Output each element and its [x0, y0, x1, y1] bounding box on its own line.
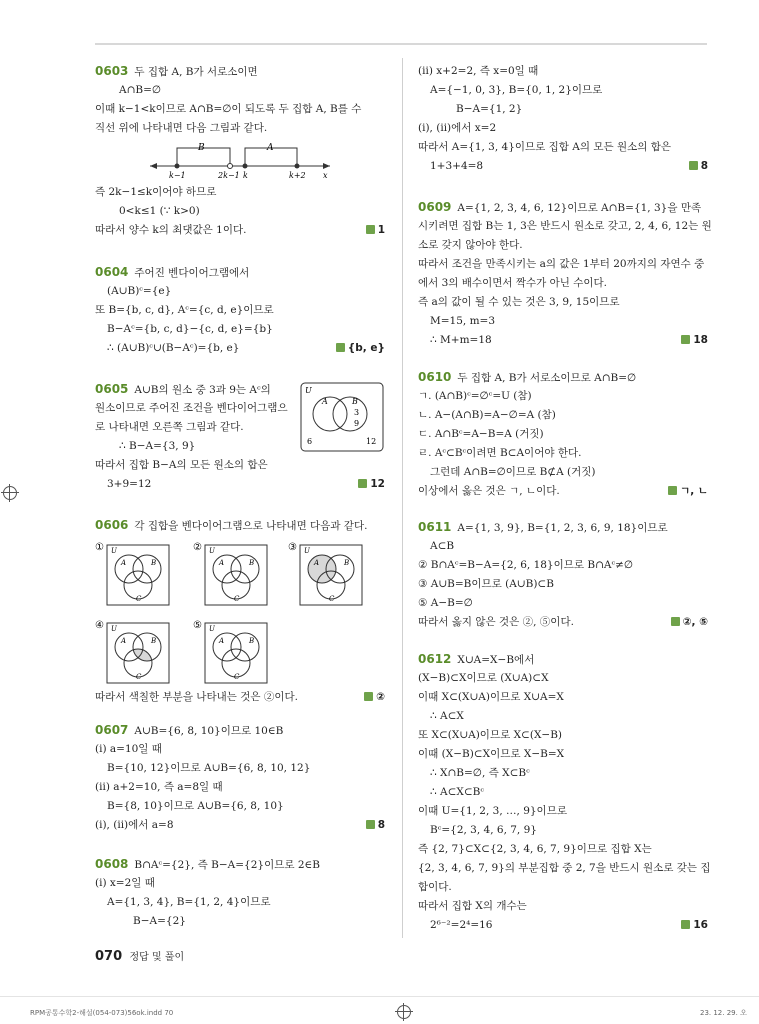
svg-text:⑤: ⑤: [193, 620, 202, 631]
problem-0605: 0605 A∪B의 원소 중 3과 9는 Aᶜ의 원소이므로 주어진 조건을 벤다이어그램으 로 나타내면 오른쪽 그림과 같다. ∴ B−A={3, 9} 따라서 집합 B−A의 모든 원소의 합은 3+9=12 12 U A B 3 9 6 12: [95, 380, 385, 494]
svg-text:B: B: [151, 559, 157, 567]
problem-0609: 0609 A={1, 2, 3, 4, 6, 12}이므로 A∩B={1, 3}을 만족 시키려면 집합 B는 1, 3은 반드시 원소로 갖고, 2, 4, 6, 12는 원 소로 갖지 않아야 한다. 따라서 조건을 만족시키는 a의 값은 1부터 20까지의 자연수 중 에서 3의 배수이면서 짝수가 아닌 수이다. 즉 a의 값이 될 수 있는 것은 3, 9, 15이므로 M=15, m=3 ∴ M+m=18 18: [418, 198, 708, 350]
problem-0612: 0612 X∪A=X−B에서 (X−B)⊂X이므로 (X∪A)⊂X 이때 X⊂(X∪A)이므로 X∪A=X ∴ A⊂X 또 X⊂(X∪A)이므로 X⊂(X−B) 이때 (X−B)⊂X이므로 X−B=X ∴ X∩B=∅, 즉 X⊂Bᶜ ∴ A⊂X⊂Bᶜ 이때 U={1, 2, 3, …, 9}이므로 Bᶜ={2, 3, 4, 6, 7, 9} 즉 {2, 7}⊂X⊂{2, 3, 4, 6, 7, 9}이므로 집합 X는 {2, 3, 4, 6, 7, 9}의 부분집합 중 2, 7을 반드시 원소로 갖는 집 합이다. 따라서 집합 X의 개수는 2⁶⁻²=2⁴=16 16: [418, 650, 708, 935]
answer-badge: 18: [681, 331, 708, 350]
page-number: 070: [95, 949, 123, 964]
answer-badge: ②: [364, 688, 385, 707]
problem-number: 0604: [95, 265, 129, 279]
problem-number: 0612: [418, 652, 452, 666]
svg-text:B: B: [151, 637, 157, 645]
svg-text:3: 3: [354, 408, 360, 417]
svg-text:B: B: [249, 559, 255, 567]
svg-text:③: ③: [288, 542, 297, 553]
problem-0608-cont: (ⅱ) x+2=2, 즉 x=0일 때 A={−1, 0, 3}, B={0, 1, 2}이므로 B−A={1, 2} (ⅰ), (ⅱ)에서 x=2 따라서 A={1, 3, 4}이므로 집합 A의 모든 원소의 합은 1+3+4=8 8: [418, 62, 708, 176]
nl-axis-x: x: [323, 171, 328, 180]
problem-number: 0607: [95, 723, 129, 737]
answer-badge: 8: [366, 816, 385, 835]
problem-0604: 0604 주어진 벤다이어그램에서 (A∪B)ᶜ={e} 또 B={b, c, d}, Aᶜ={c, d, e}이므로 B−Aᶜ={b, c, d}−{c, d, e}={b} ∴ (A∪B)ᶜ∪(B−Aᶜ)={b, e} {b, e}: [95, 263, 385, 358]
problem-0606: 0606 각 집합을 벤다이어그램으로 나타내면 다음과 같다. ① ② ③ ④ ⑤ U A B C U A B C U A B C U A B C U A B C 따라서 색칠한 부분을 나타내는 것은 ②이다. ②: [95, 516, 385, 707]
svg-text:A: A: [322, 397, 328, 406]
svg-text:U: U: [304, 547, 310, 555]
nl-tick-3: k: [243, 171, 248, 180]
top-rule: [95, 43, 707, 45]
problem-0610: 0610 두 집합 A, B가 서로소이므로 A∩B=∅ ㄱ. (A∩B)ᶜ=∅ᶜ=U (참) ㄴ. A−(A∩B)=A−∅=A (참) ㄷ. A∩Bᶜ=A−B=A (거짓) ㄹ. Aᶜ⊂Bᶜ이려면 B⊂A이어야 한다. 그런데 A∩B=∅이므로 B⊄A (거짓) 이상에서 옳은 것은 ㄱ, ㄴ이다. ㄱ, ㄴ: [418, 368, 708, 501]
problem-number: 0605: [95, 382, 129, 396]
svg-text:②: ②: [193, 542, 202, 553]
venn-options-0606: [95, 535, 385, 685]
venn-diagram-0605: [300, 382, 385, 454]
problem-number: 0610: [418, 370, 452, 384]
problem-number: 0611: [418, 520, 452, 534]
nl-tick-2: 2k−1: [218, 171, 240, 180]
svg-text:A: A: [219, 559, 225, 567]
svg-text:A: A: [314, 559, 320, 567]
bottom-rule: [0, 996, 759, 997]
nl-label-b: B: [198, 143, 205, 153]
answer-badge: ②, ⑤: [671, 613, 708, 632]
problem-number: 0609: [418, 200, 452, 214]
svg-text:B: B: [249, 637, 255, 645]
svg-text:C: C: [234, 673, 240, 681]
svg-text:C: C: [136, 673, 142, 681]
registration-mark-icon: [397, 1005, 411, 1019]
page-label: 정답 및 풀이: [129, 952, 185, 963]
nl-label-a: A: [267, 143, 274, 153]
nl-tick-1: k−1: [169, 171, 186, 180]
svg-text:C: C: [234, 595, 240, 603]
svg-text:A: A: [121, 559, 127, 567]
svg-text:B: B: [344, 559, 350, 567]
answer-badge: 8: [689, 157, 708, 176]
svg-text:U: U: [111, 547, 117, 555]
svg-text:B: B: [352, 397, 358, 406]
problem-number: 0608: [95, 857, 129, 871]
problem-0607: 0607 A∪B={6, 8, 10}이므로 10∈B (ⅰ) a=10일 때 B={10, 12}이므로 A∪B={6, 8, 10, 12} (ⅱ) a+2=10, 즉 a=8일 때 B={8, 10}이므로 A∪B={6, 8, 10} (ⅰ), (ⅱ)에서 a=8 8: [95, 721, 385, 835]
svg-text:A: A: [121, 637, 127, 645]
svg-text:C: C: [136, 595, 142, 603]
nl-tick-4: k+2: [289, 171, 306, 180]
file-info: RPM공통수학2-해설(054-073)56ok.indd 70: [30, 1009, 174, 1017]
page-footer: [95, 948, 184, 964]
problem-0608: 0608 B∩Aᶜ={2}, 즉 B−A={2}이므로 2∈B (ⅰ) x=2일 때 A={1, 3, 4}, B={1, 2, 4}이므로 B−A={2}: [95, 857, 321, 927]
svg-text:U: U: [305, 386, 312, 395]
svg-text:④: ④: [95, 620, 104, 631]
registration-mark-icon: [3, 486, 17, 500]
svg-text:C: C: [329, 595, 335, 603]
problem-0611: 0611 A={1, 3, 9}, B={1, 2, 3, 6, 9, 18}이므로 A⊂B ② B∩Aᶜ=B−A={2, 6, 18}이므로 B∩Aᶜ≠∅ ③ A∪B=B이므로 (A∪B)⊂B ⑤ A−B=∅ 따라서 옳지 않은 것은 ②, ⑤이다. ②, ⑤: [418, 518, 708, 632]
column-divider: [402, 58, 403, 938]
svg-text:U: U: [209, 625, 215, 633]
problem-number: 0606: [95, 518, 129, 532]
svg-text:12: 12: [366, 437, 377, 446]
svg-text:U: U: [209, 547, 215, 555]
svg-text:9: 9: [354, 419, 360, 428]
number-line-diagram: [95, 138, 385, 180]
svg-text:U: U: [111, 625, 117, 633]
print-date: 23. 12. 29. 오: [700, 1009, 747, 1017]
answer-badge: {b, e}: [336, 339, 385, 358]
answer-badge: 16: [681, 916, 708, 935]
svg-text:①: ①: [95, 542, 104, 553]
answer-badge: 12: [358, 475, 385, 494]
problem-0603: 0603 두 집합 A, B가 서로소이면 A∩B=∅ 이때 k−1<k이므로 A∩B=∅이 되도록 두 집합 A, B를 수 직선 위에 나타내면 다음 그림과 같다. B A k−1 2k−1 k k+2 x 즉 2k−1≤k이어야 하므로 0<k≤1 (∵ k>0) 따라서 양수 k의 최댓값은 1이다. 1: [95, 62, 385, 240]
answer-badge: 1: [366, 221, 385, 240]
problem-number: 0603: [95, 64, 129, 78]
answer-badge: ㄱ, ㄴ: [668, 482, 708, 501]
svg-text:A: A: [219, 637, 225, 645]
svg-text:6: 6: [307, 437, 313, 446]
